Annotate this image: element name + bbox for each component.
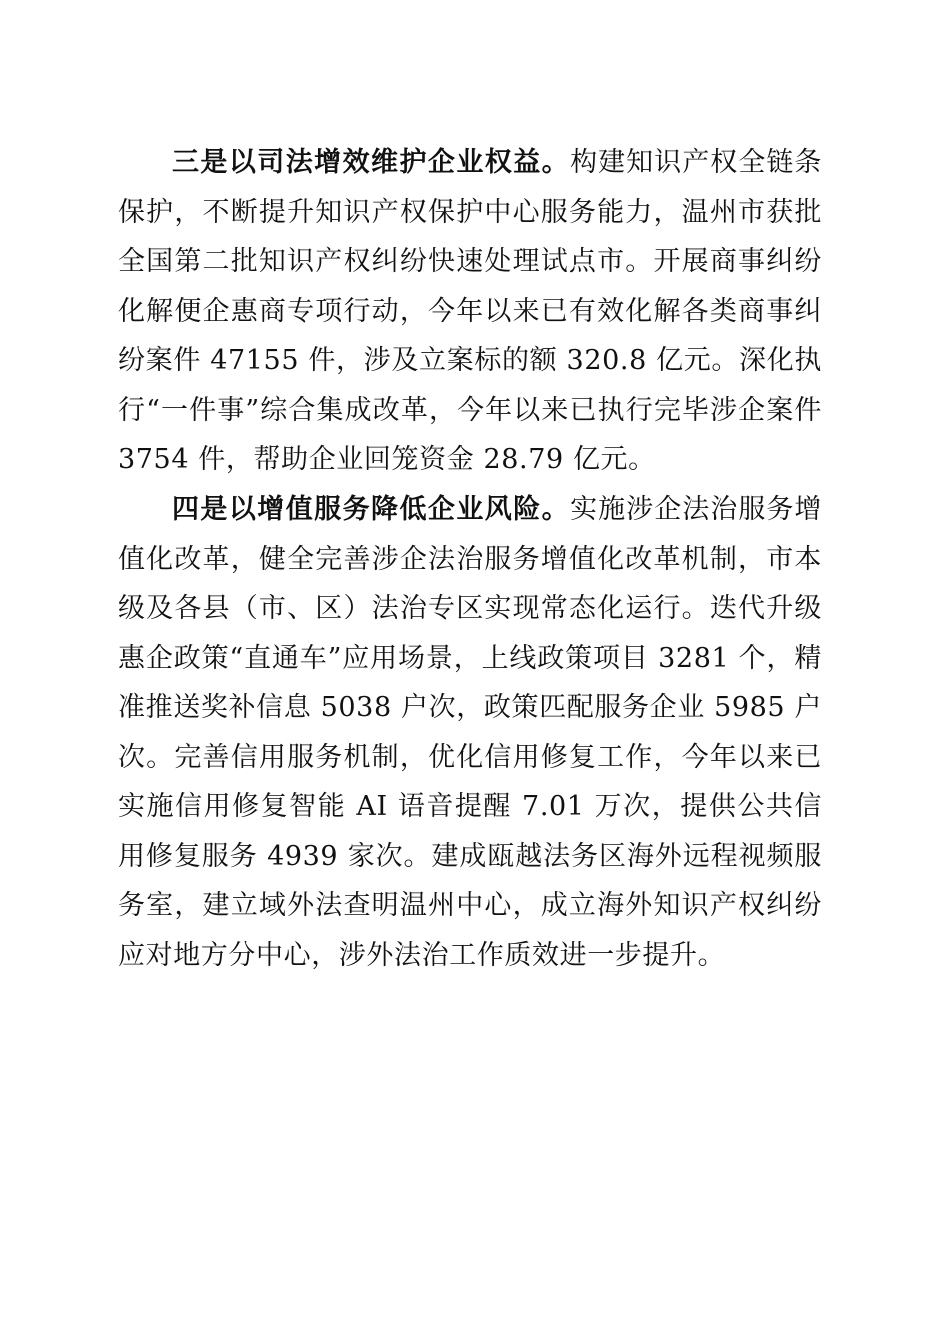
paragraph-judicial-efficiency — [118, 138, 822, 485]
document-page — [118, 138, 822, 980]
paragraph-body-text: 构建知识产权全链条保护，不断提升知识产权保护中心服务能力，温州市获批全国第二批知识产权纠纷快速处理试点市。开展商事纠纷化解便企惠商专项行动，今年以来已有效化解各类商事纠纷案件 47155 件，涉及立案标的额 320.8 亿元。深化执行“一件事”综合集成改革，今年以来已执行完毕涉企案件 3754 件，帮助企业回笼资金 28.79 亿元。 — [118, 147, 822, 475]
paragraph-value-added-services — [118, 485, 822, 980]
paragraph-lead-heading: 四是以增值服务降低企业风险。 — [172, 494, 571, 525]
paragraph-body-text: 实施涉企法治服务增值化改革，健全完善涉企法治服务增值化改革机制，市本级及各县（市、区）法治专区实现常态化运行。迭代升级惠企政策“直通车”应用场景，上线政策项目 3281 个，精准推送奖补信息 5038 户次，政策匹配服务企业 5985 户次。完善信用服务机制，优化信用修复工作，今年以来已实施信用修复智能 AI 语音提醒 7.01 万次，提供公共信用修复服务 4939 家次。建成瓯越法务区海外远程视频服务室，建立域外法查明温州中心，成立海外知识产权纠纷应对地方分中心，涉外法治工作质效进一步提升。 — [118, 494, 822, 971]
paragraph-lead-heading: 三是以司法增效维护企业权益。 — [172, 147, 571, 178]
